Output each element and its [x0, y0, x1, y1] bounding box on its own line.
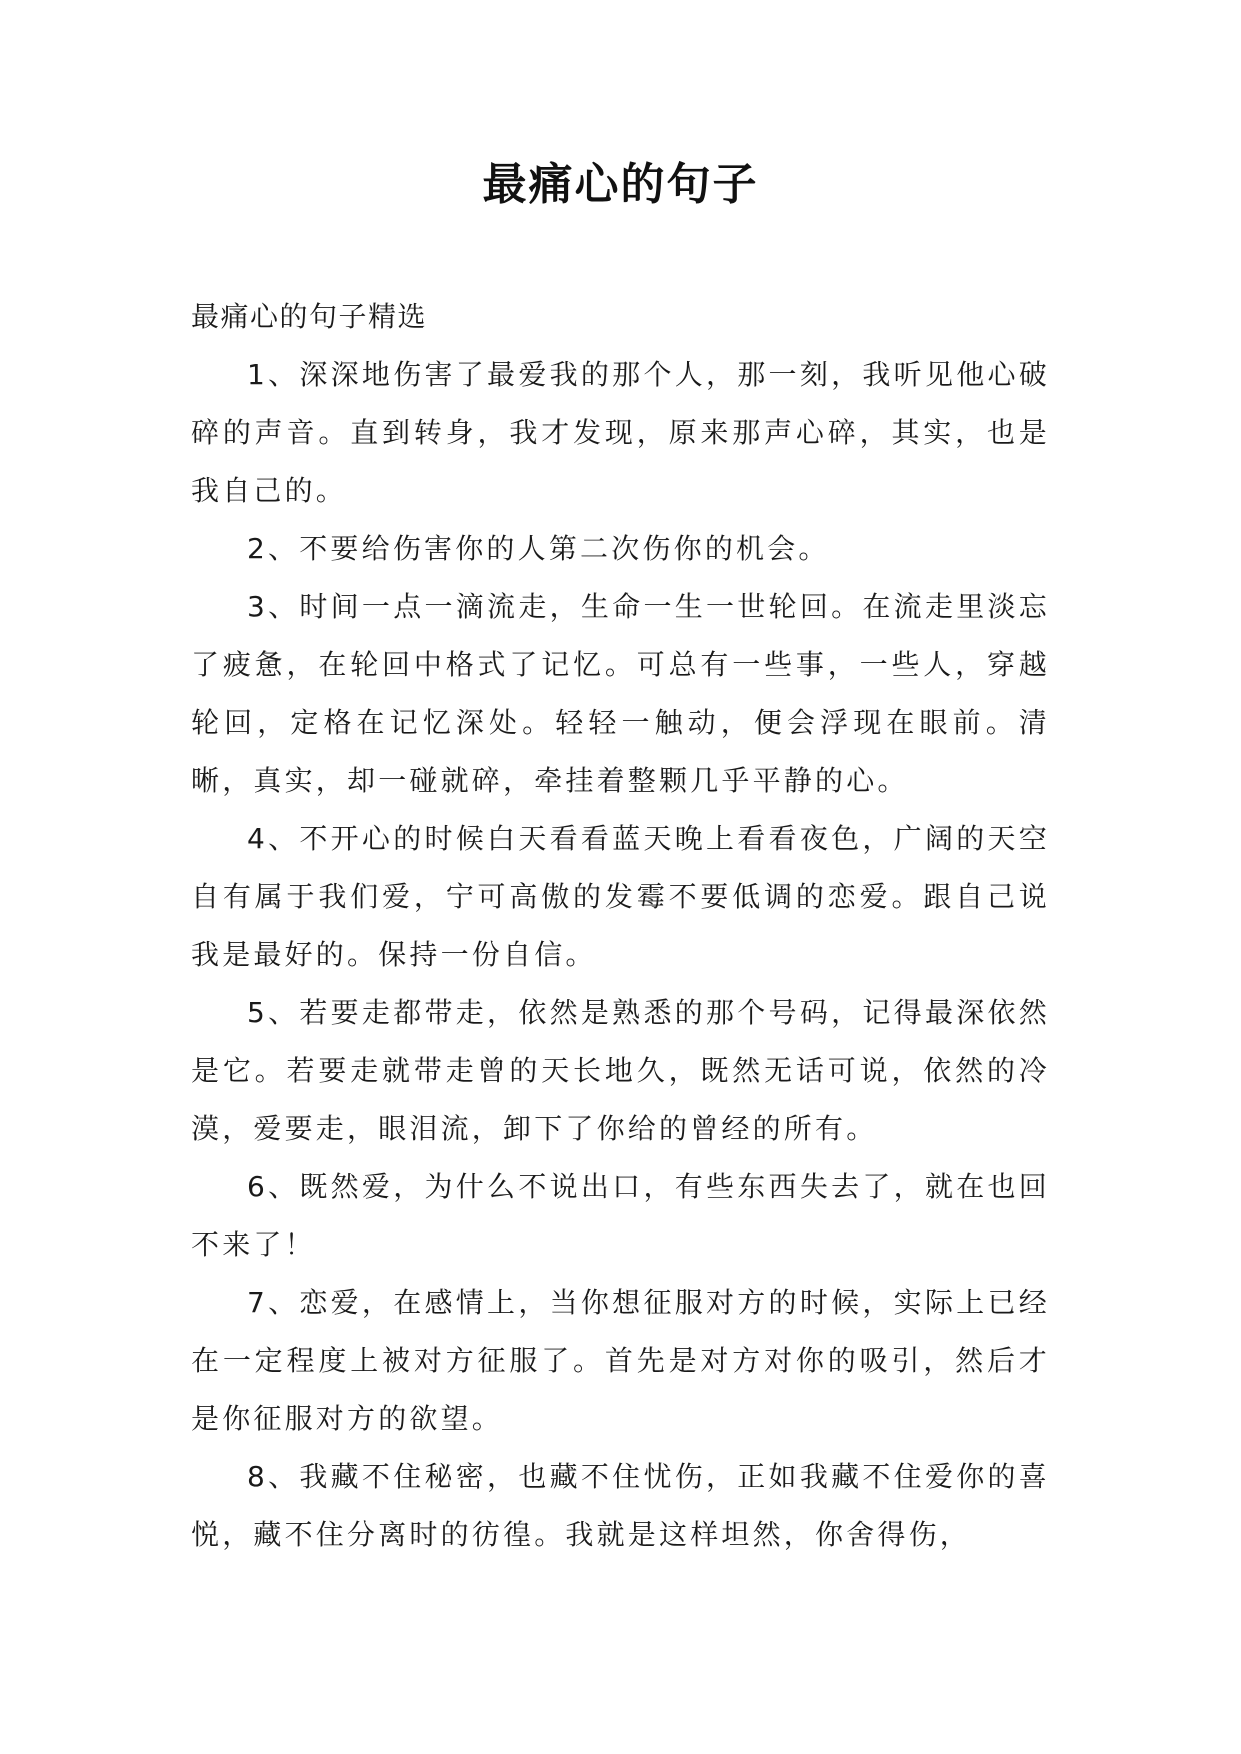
- paragraph-8: 8、我藏不住秘密，也藏不住忧伤，正如我藏不住爱你的喜悦，藏不住分离时的彷徨。我就是这样坦然，你舍得伤，: [191, 1460, 1050, 1551]
- paragraph-3: 3、时间一点一滴流走，生命一生一世轮回。在流走里淡忘了疲惫，在轮回中格式了记忆。可总有一些事，一些人，穿越轮回，定格在记忆深处。轻轻一触动，便会浮现在眼前。清晰，真实，却一碰就碎，牵挂着整颗几乎平静的心。: [191, 590, 1050, 797]
- document-title: 最痛心的句子: [482, 159, 759, 210]
- paragraph-1: 1、深深地伤害了最爱我的那个人，那一刻，我听见他心破碎的声音。直到转身，我才发现，原来那声心碎，其实，也是我自己的。: [191, 358, 1050, 507]
- paragraph-5: 5、若要走都带走，依然是熟悉的那个号码，记得最深依然是它。若要走就带走曾的天长地久，既然无话可说，依然的冷漠，爱要走，眼泪流，卸下了你给的曾经的所有。: [191, 996, 1050, 1145]
- section-subtitle: 最痛心的句子精选: [191, 300, 428, 333]
- paragraph-7: 7、恋爱，在感情上，当你想征服对方的时候，实际上已经在一定程度上被对方征服了。首先是对方对你的吸引，然后才是你征服对方的欲望。: [191, 1286, 1050, 1435]
- paragraph-2: 2、不要给伤害你的人第二次伤你的机会。: [247, 532, 830, 565]
- paragraph-6: 6、既然爱，为什么不说出口，有些东西失去了，就在也回不来了！: [191, 1170, 1050, 1261]
- paragraph-4: 4、不开心的时候白天看看蓝天晚上看看夜色，广阔的天空自有属于我们爱，宁可高傲的发霉不要低调的恋爱。跟自己说我是最好的。保持一份自信。: [191, 822, 1050, 971]
